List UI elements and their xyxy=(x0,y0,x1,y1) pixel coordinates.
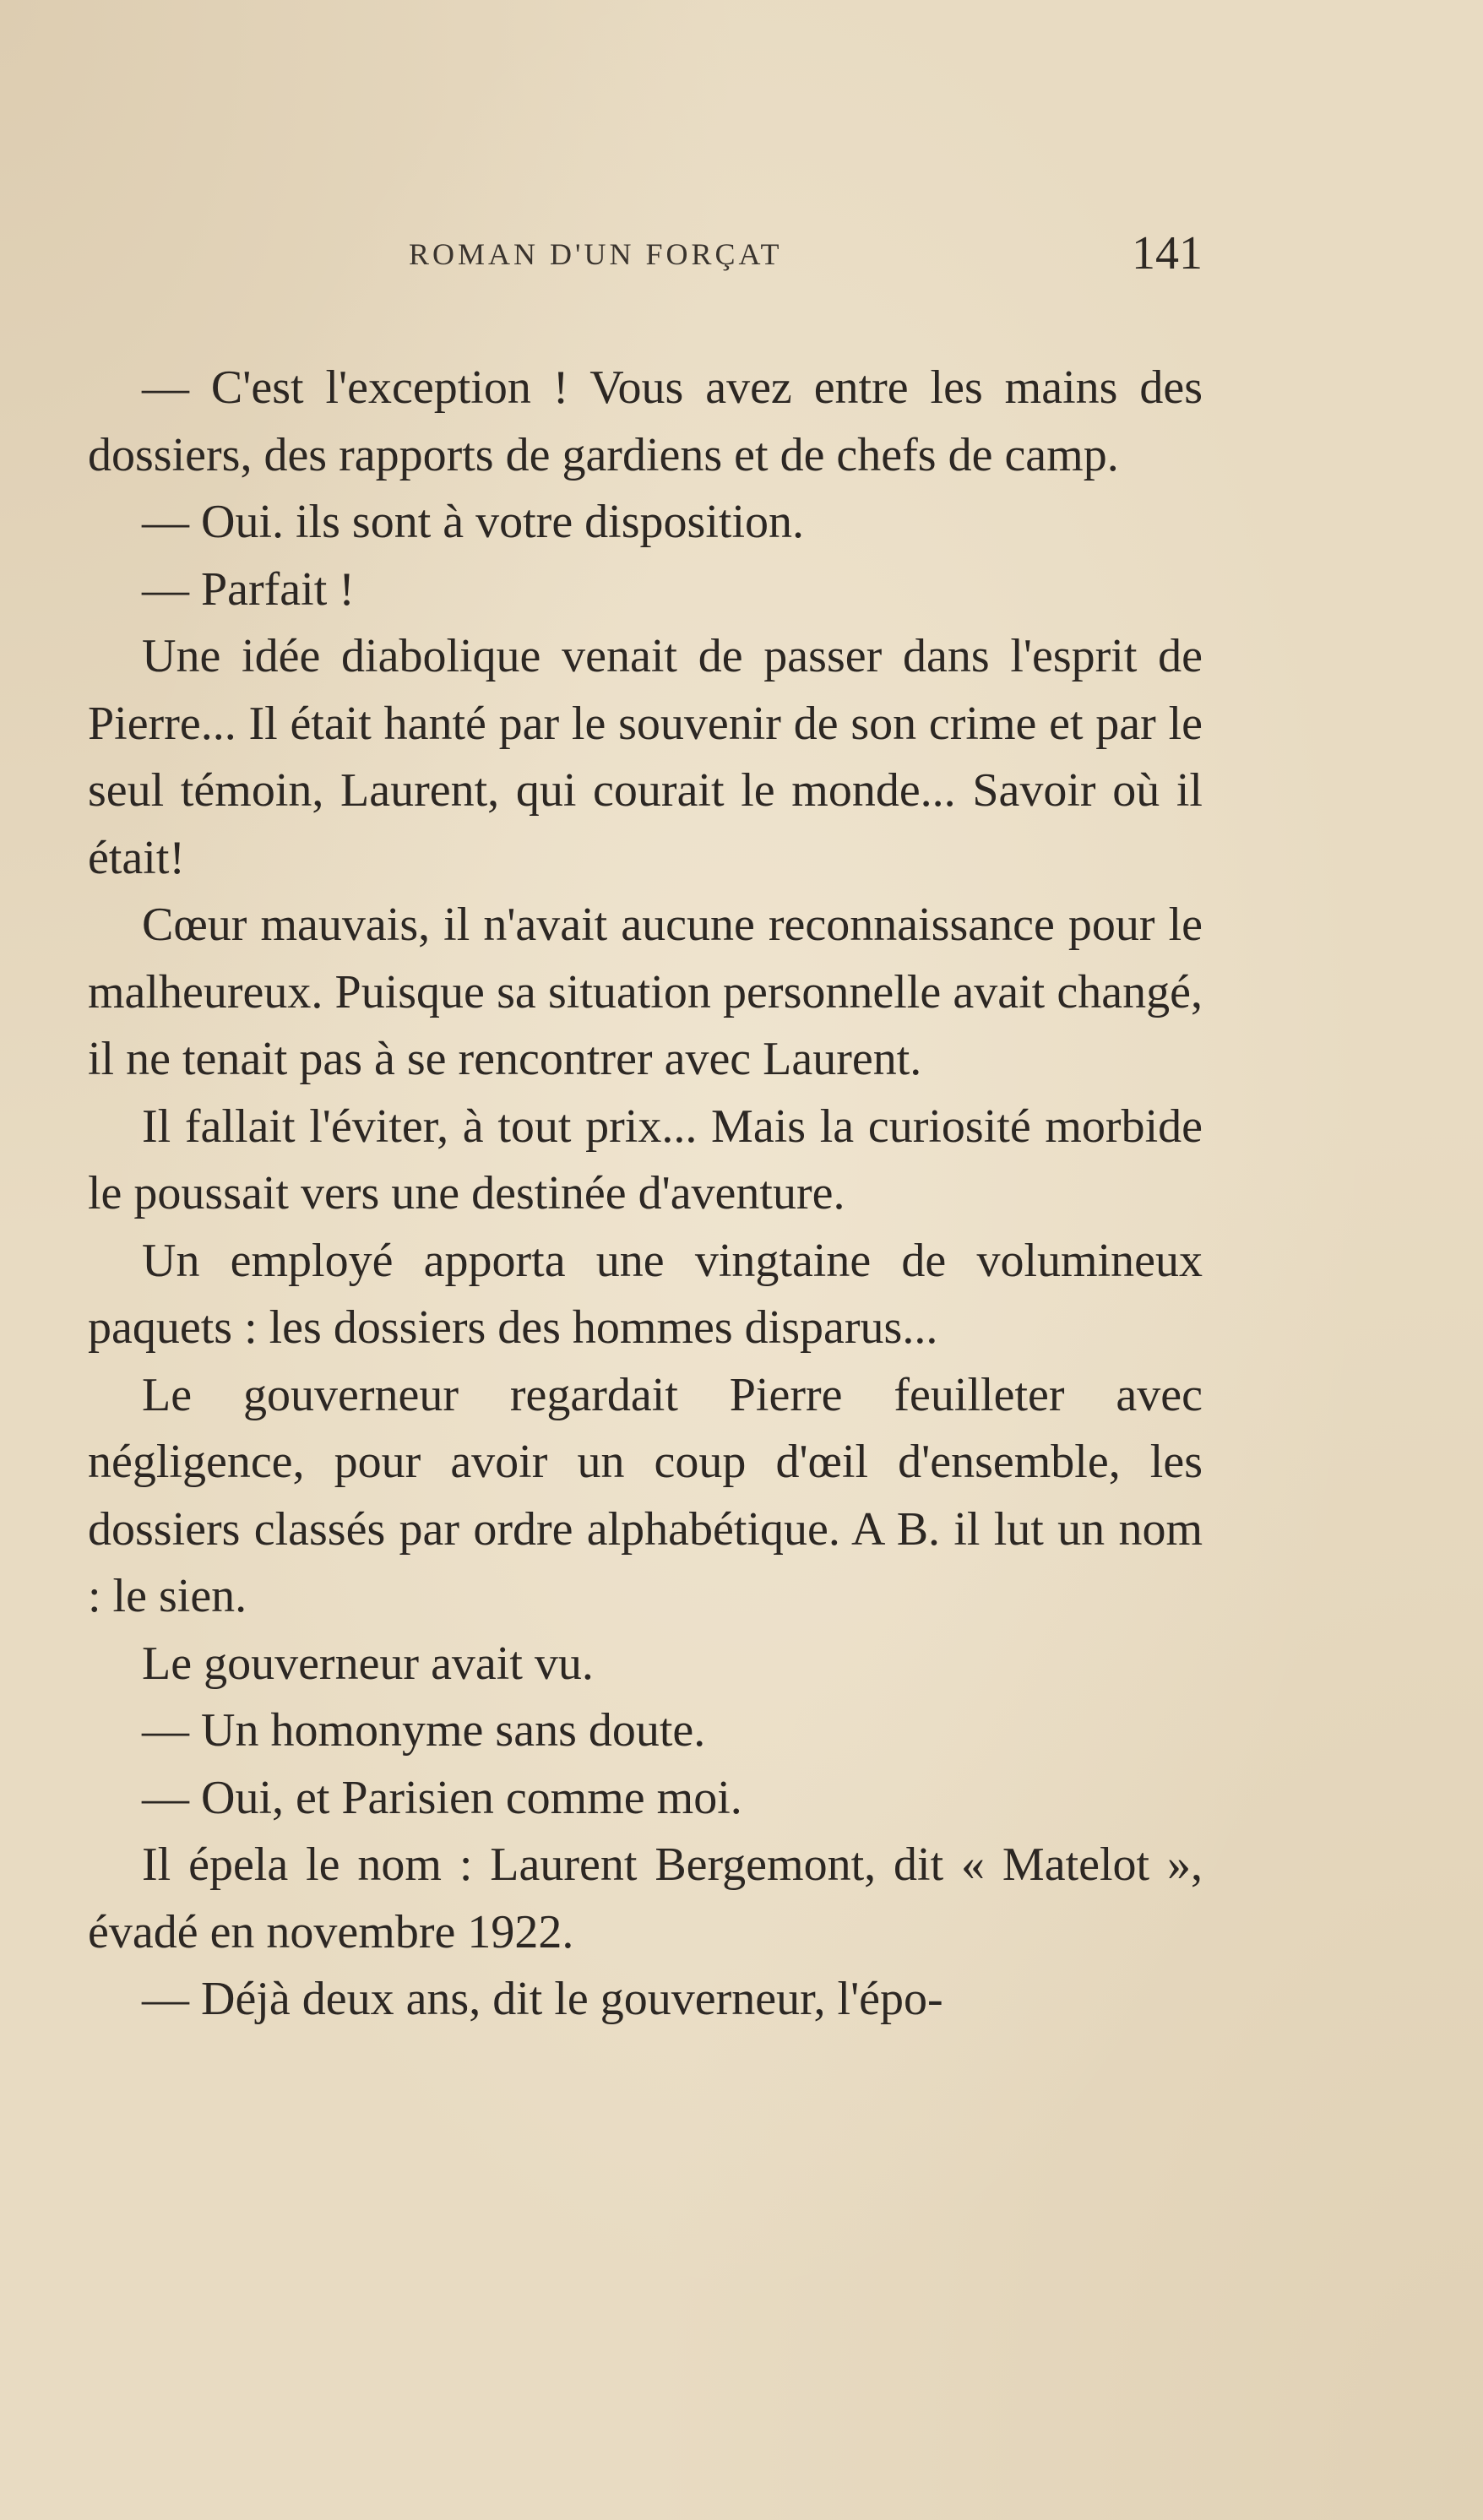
paragraph: — Oui, et Parisien comme moi. xyxy=(142,1771,742,1824)
paragraph: — Déjà deux ans, dit le gouverneur, l'épo- xyxy=(142,1973,943,2025)
running-head xyxy=(409,227,1220,282)
body-text xyxy=(88,355,1203,2034)
paragraph: Il épela le nom : Laurent Bergemont, dit « Matelot », évadé en novembre 1922. xyxy=(88,1838,1203,1958)
paragraph: Un employé apporta une vingtaine de volumineux paquets : les dossiers des hommes disparus... xyxy=(88,1234,1203,1354)
running-title: ROMAN D'UN FORÇAT xyxy=(409,237,783,271)
paragraph: — Un homonyme sans doute. xyxy=(142,1704,706,1757)
paragraph: — Parfait ! xyxy=(142,562,355,616)
paragraph: Le gouverneur avait vu. xyxy=(142,1637,594,1690)
page-number: 141 xyxy=(1132,227,1203,280)
paragraph: Une idée diabolique venait de passer dans l'esprit de Pierre... Il était hanté par le souvenir de son crime et par le seul témoin, Laurent, qui courait le monde... Savoir où il était! xyxy=(88,630,1203,884)
paragraph: Le gouverneur regardait Pierre feuilleter avec négligence, pour avoir un coup d'œil d'ensemble, les dossiers classés par ordre alphabétique. A B. il lut un nom : le sien. xyxy=(88,1368,1203,1622)
paragraph: — Oui. ils sont à votre disposition. xyxy=(142,496,804,548)
paragraph: Il fallait l'éviter, à tout prix... Mais la curiosité morbide le poussait vers une destinée d'aventure. xyxy=(88,1100,1203,1219)
paragraph: — C'est l'exception ! Vous avez entre les mains des dossiers, des rapports de gardiens et de chefs de camp. xyxy=(88,361,1203,481)
paragraph: Cœur mauvais, il n'avait aucune reconnaissance pour le malheureux. Puisque sa situation personnelle avait changé, il ne tenait pas à se rencontrer avec Laurent. xyxy=(88,899,1203,1085)
